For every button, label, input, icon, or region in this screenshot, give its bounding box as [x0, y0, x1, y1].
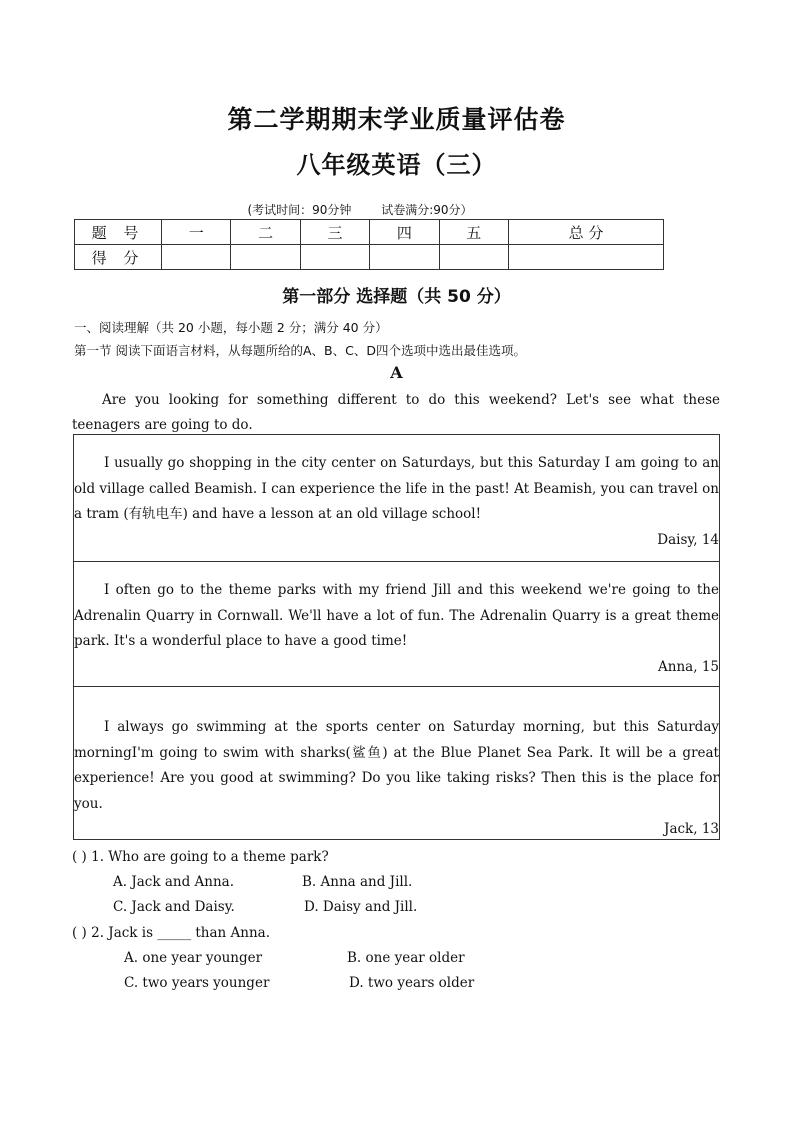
- score-header-cell: 五: [439, 220, 508, 245]
- question-2-option-c[interactable]: C. two years younger: [124, 975, 270, 991]
- score-table-score-row: [75, 245, 664, 270]
- question-2-option-a[interactable]: A. one year younger: [124, 950, 263, 966]
- passage-boxes: [73, 434, 720, 840]
- part1-title: 第一部分 选择题（共 50 分）: [282, 287, 511, 307]
- question-2-option-d[interactable]: D. two years older: [349, 975, 475, 991]
- passage-box-jack: [74, 687, 719, 839]
- passage-box-anna: [74, 562, 719, 687]
- section-instruction: 第一节 阅读下面语言材料，从每题所给的A、B、C、D四个选项中选出最佳选项。: [74, 343, 526, 358]
- passage-label: A: [390, 363, 403, 382]
- score-header-cell: 二: [231, 220, 300, 245]
- score-table-header-row: [75, 220, 664, 245]
- score-cell[interactable]: [370, 245, 439, 270]
- score-cell[interactable]: [439, 245, 508, 270]
- score-header-cell: 一: [162, 220, 231, 245]
- question-1-stem: ( ) 1. Who are going to a theme park?: [72, 849, 329, 865]
- score-cell[interactable]: [162, 245, 231, 270]
- question-2-stem: ( ) 2. Jack is _____ than Anna.: [72, 925, 270, 941]
- exam-time: (考试时间：90分钟: [247, 203, 352, 217]
- passage-box-text: I always go swimming at the sports center on Saturday morning, but this Saturday morningI'm going to swim with sharks(鲨鱼) at the Blue Planet Sea Park. It will be a great experience! Are you good at swimming? Do you like taking risks? Then this is the place for you.: [74, 719, 719, 812]
- question-1-option-d[interactable]: D. Daisy and Jill.: [304, 899, 418, 915]
- passage-box-signature: Anna, 15: [658, 658, 719, 675]
- passage-box-signature: Daisy, 14: [657, 531, 719, 548]
- section-heading: 一、阅读理解（共 20 小题，每小题 2 分；满分 40 分）: [74, 320, 388, 335]
- full-score: 试卷满分:90分）: [381, 203, 473, 217]
- score-row-label: 得 分: [75, 245, 162, 270]
- passage-box-signature: Jack, 13: [664, 821, 719, 837]
- score-header-cell: 总 分: [508, 220, 663, 245]
- passage-intro: Are you looking for something different to do this weekend? Let's see what these teenagers are going to do.: [72, 392, 720, 433]
- exam-meta: [0, 201, 720, 218]
- score-cell[interactable]: [300, 245, 369, 270]
- question-1-option-c[interactable]: C. Jack and Daisy.: [113, 899, 235, 915]
- question-1-option-a[interactable]: A. Jack and Anna.: [113, 874, 234, 890]
- score-header-cell: 题 号: [75, 220, 162, 245]
- score-cell[interactable]: [231, 245, 300, 270]
- question-2-option-b[interactable]: B. one year older: [347, 950, 465, 966]
- score-header-cell: 三: [300, 220, 369, 245]
- passage-box-text: I usually go shopping in the city center on Saturdays, but this Saturday I am going to an old village called Beamish. I can experience the life in the past! At Beamish, you can travel on a tram (有轨电车) and have a lesson at an old village school!: [74, 455, 719, 522]
- score-header-cell: 四: [370, 220, 439, 245]
- exam-subtitle: 八年级英语（三）: [296, 151, 497, 179]
- score-table: [74, 219, 664, 270]
- score-cell[interactable]: [508, 245, 663, 270]
- passage-box-daisy: [74, 435, 719, 562]
- passage-box-text: I often go to the theme parks with my friend Jill and this weekend we're going to the Adrenalin Quarry in Cornwall. We'll have a lot of fun. The Adrenalin Quarry is a great theme park. It's a wonderful place to have a good time!: [74, 582, 719, 649]
- exam-title: 第二学期期末学业质量评估卷: [227, 105, 566, 134]
- question-1-option-b[interactable]: B. Anna and Jill.: [302, 874, 413, 890]
